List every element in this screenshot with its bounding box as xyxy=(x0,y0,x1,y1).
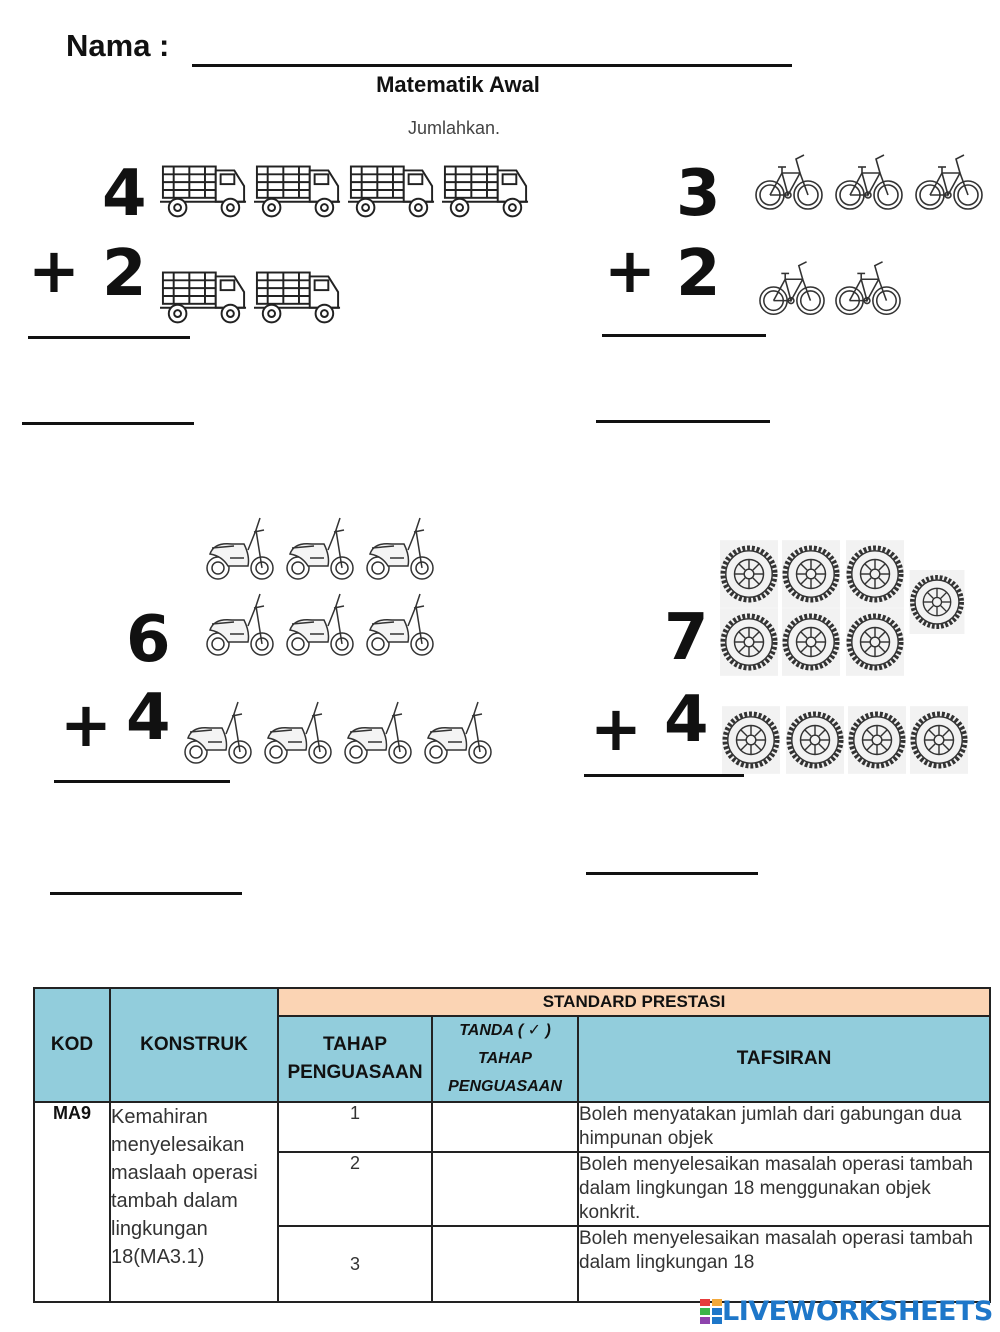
bicycle-icon xyxy=(834,146,904,218)
truck-icon xyxy=(254,158,342,220)
header-tahap: TAHAP PENGUASAAN xyxy=(278,1016,432,1102)
problem-4-bottom-number: 4 xyxy=(664,683,709,757)
level-2: 2 xyxy=(278,1152,432,1226)
truck-icon xyxy=(160,158,248,220)
problem-2-answer-line[interactable] xyxy=(596,420,770,423)
truck-icon xyxy=(442,158,530,220)
tire-icon xyxy=(782,540,840,608)
konstruk-value: Kemahiran menyelesaikan maslaah operasi tambah dalam lingkungan 18(MA3.1) xyxy=(110,1102,278,1302)
motorcycle-icon xyxy=(204,590,276,662)
header-konstruk: KONSTRUK xyxy=(110,988,278,1102)
problem-3-top-number: 6 xyxy=(126,603,171,677)
motorcycle-icon xyxy=(204,514,276,586)
motorcycle-icon xyxy=(364,590,436,662)
problem-1-answer-line[interactable] xyxy=(22,422,194,425)
motorcycle-icon xyxy=(284,590,356,662)
problem-2-bottom-number: 2 xyxy=(676,237,721,311)
problem-1-sum-line xyxy=(28,336,190,339)
instruction-text: Jumlahkan. xyxy=(407,118,501,138)
problem-3-bottom-number: 4 xyxy=(126,681,171,755)
truck-icon xyxy=(254,264,342,326)
assessment-table xyxy=(33,987,991,1303)
tire-icon xyxy=(908,570,966,634)
liveworksheets-logo xyxy=(700,1296,993,1327)
tire-icon xyxy=(782,608,840,676)
tire-icon xyxy=(846,540,904,608)
worksheet-title: Matematik Awal xyxy=(376,72,540,97)
name-answer-line[interactable] xyxy=(192,64,792,67)
bicycle-icon xyxy=(914,146,984,218)
level-3: 3 xyxy=(278,1226,432,1302)
tire-icon xyxy=(722,706,780,774)
problem-3-plus-sign: + xyxy=(60,688,112,761)
motorcycle-icon xyxy=(422,698,494,770)
level-1-checkbox[interactable] xyxy=(432,1102,578,1152)
problem-3-answer-line[interactable] xyxy=(50,892,242,895)
problem-1-bottom-number: 2 xyxy=(102,237,147,311)
motorcycle-icon xyxy=(364,514,436,586)
tafsiran-1: Boleh menyatakan jumlah dari gabungan dua himpunan objek xyxy=(578,1102,990,1152)
problem-1-plus-sign: + xyxy=(28,234,80,307)
tire-icon xyxy=(720,608,778,676)
problem-2-sum-line xyxy=(602,334,766,337)
truck-icon xyxy=(160,264,248,326)
header-tanda: TANDA ( ✓ ) TAHAP PENGUASAAN xyxy=(432,1016,578,1102)
level-1: 1 xyxy=(278,1102,432,1152)
problem-3-sum-line xyxy=(54,780,230,783)
header-kod: KOD xyxy=(34,988,110,1102)
bicycle-icon xyxy=(758,252,826,324)
problem-4-sum-line xyxy=(584,774,744,777)
header-tafsiran: TAFSIRAN xyxy=(578,1016,990,1102)
brand-name: LIVEWORKSHEETS xyxy=(722,1296,993,1327)
problem-4-top-number: 7 xyxy=(664,601,709,675)
tire-icon xyxy=(848,706,906,774)
kod-value: MA9 xyxy=(34,1102,110,1302)
tire-icon xyxy=(846,608,904,676)
tire-icon xyxy=(720,540,778,608)
problem-2-plus-sign: + xyxy=(604,234,656,307)
motorcycle-icon xyxy=(342,698,414,770)
tire-icon xyxy=(910,706,968,774)
problem-2-top-number: 3 xyxy=(676,157,721,231)
tire-icon xyxy=(786,706,844,774)
problem-4-plus-sign: + xyxy=(590,692,642,765)
tafsiran-3: Boleh menyelesaikan masalah operasi tambah dalam lingkungan 18 xyxy=(578,1226,990,1302)
tafsiran-2: Boleh menyelesaikan masalah operasi tambah dalam lingkungan 18 menggunakan objek konkrit. xyxy=(578,1152,990,1226)
truck-icon xyxy=(348,158,436,220)
level-2-checkbox[interactable] xyxy=(432,1152,578,1226)
bicycle-icon xyxy=(754,146,824,218)
problem-1-top-number: 4 xyxy=(102,157,147,231)
level-3-checkbox[interactable] xyxy=(432,1226,578,1302)
motorcycle-icon xyxy=(182,698,254,770)
header-standard-prestasi: STANDARD PRESTASI xyxy=(278,988,990,1016)
motorcycle-icon xyxy=(262,698,334,770)
bicycle-icon xyxy=(834,252,902,324)
liveworksheets-logo-icon xyxy=(700,1299,722,1325)
motorcycle-icon xyxy=(284,514,356,586)
problem-4-answer-line[interactable] xyxy=(586,872,758,875)
name-label: Nama : xyxy=(66,28,170,63)
